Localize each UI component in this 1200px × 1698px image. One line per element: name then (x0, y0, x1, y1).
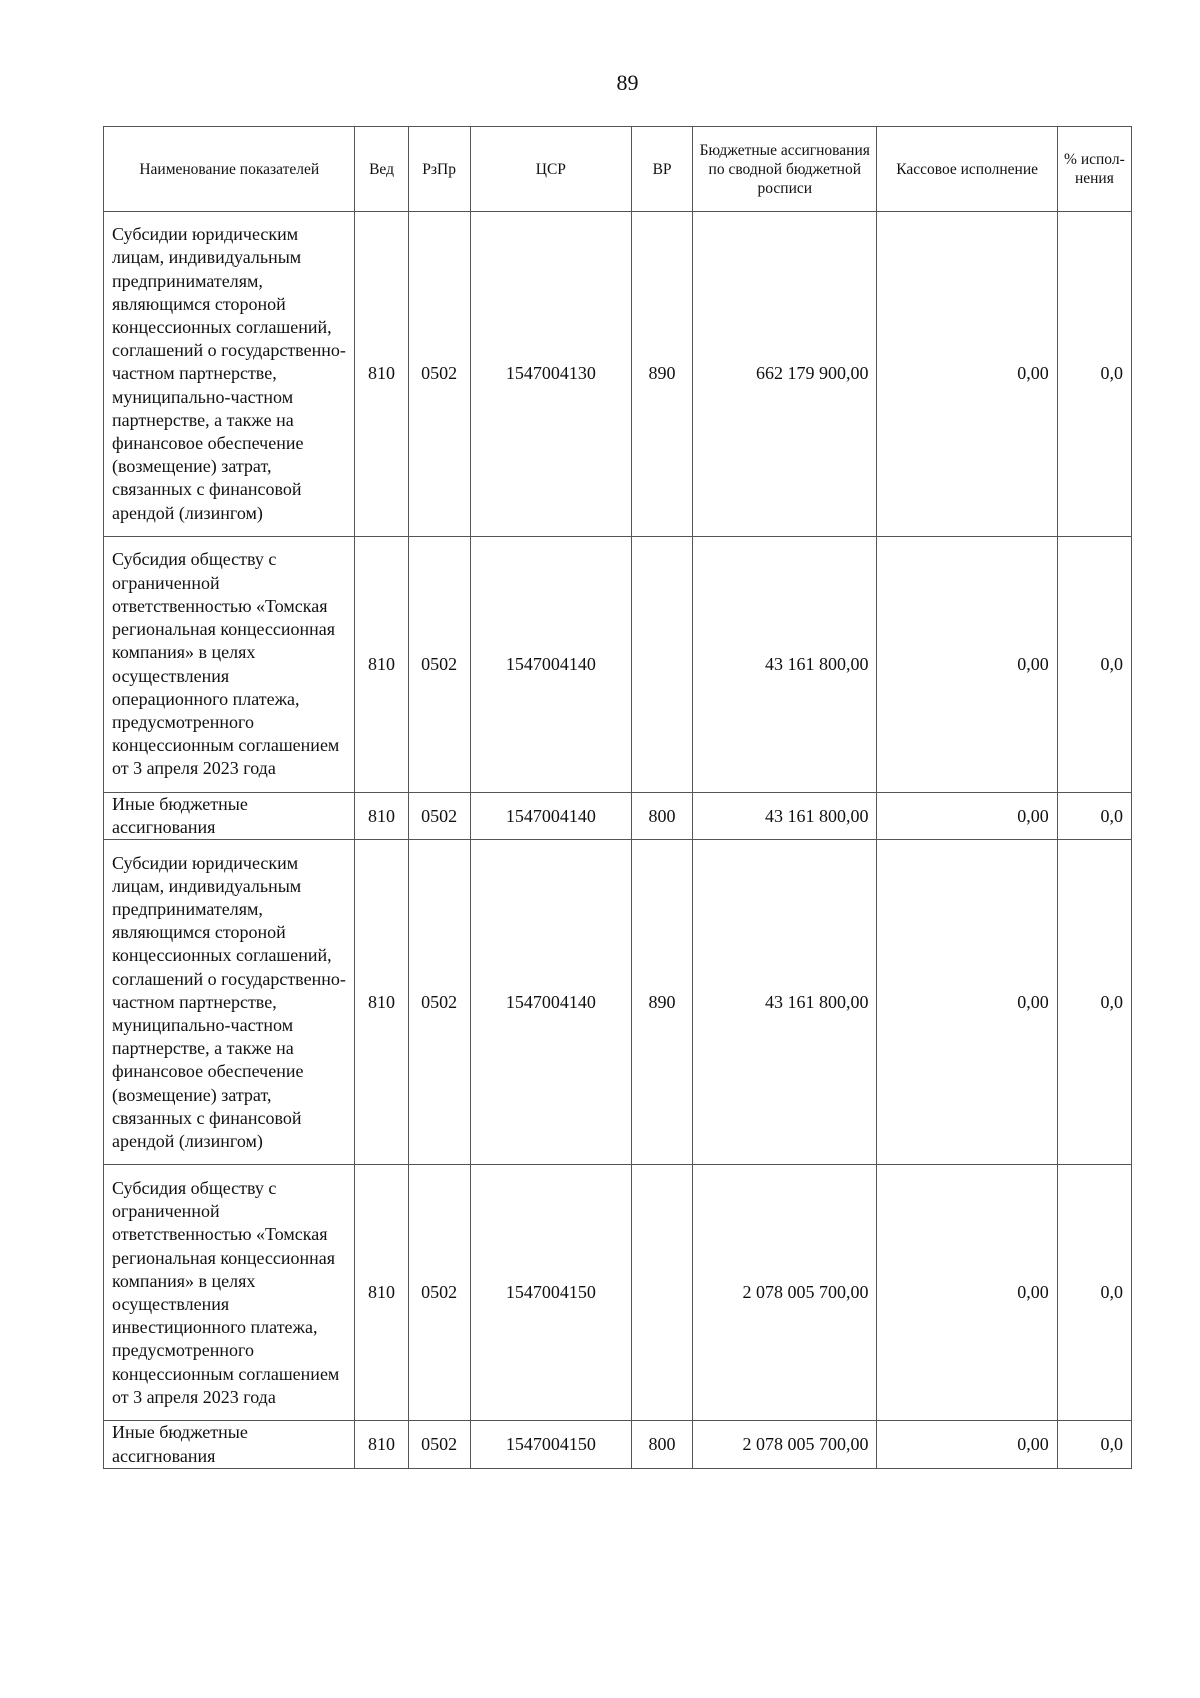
cell-cash: 0,00 (877, 793, 1057, 840)
cell-rzpr: 0502 (408, 840, 470, 1165)
cell-csr: 1547004150 (470, 1421, 631, 1468)
budget-table (103, 126, 1132, 1469)
cell-ved: 810 (355, 793, 408, 840)
cell-rzpr: 0502 (408, 537, 470, 793)
cell-name: Субсидии юридическим лицам, индивидуальным предпринимателям, являющимся стороной концессионных соглашений, соглашений о государственно-частном партнерстве, муниципально-частном партнерстве, а также на финансовое обеспечение (возмещение) затрат, связанных с финансовой арендой (лизингом) (104, 840, 355, 1165)
cell-percent: 0,0 (1057, 793, 1131, 840)
cell-vr: 890 (632, 840, 693, 1165)
cell-allocations: 662 179 900,00 (693, 212, 877, 537)
cell-vr: 800 (632, 1421, 693, 1468)
cell-name: Субсидия обществу с ограниченной ответственностью «Томская региональная концессионная компания» в целях осуществления инвестиционного платежа, предусмотренного концессионным соглашением от 3 апреля 2023 года (104, 1165, 355, 1421)
table-row (104, 840, 1132, 1165)
header-allocations: Бюджетные ассигнования по сводной бюджетной росписи (693, 127, 877, 212)
table-row (104, 1421, 1132, 1468)
cell-ved: 810 (355, 537, 408, 793)
cell-cash: 0,00 (877, 1421, 1057, 1468)
header-ved: Вед (355, 127, 408, 212)
cell-name: Иные бюджетные ассигнования (104, 793, 355, 840)
cell-allocations: 43 161 800,00 (693, 793, 877, 840)
cell-allocations: 43 161 800,00 (693, 840, 877, 1165)
cell-rzpr: 0502 (408, 1421, 470, 1468)
cell-csr: 1547004130 (470, 212, 631, 537)
cell-csr: 1547004140 (470, 537, 631, 793)
cell-percent: 0,0 (1057, 212, 1131, 537)
cell-csr: 1547004140 (470, 840, 631, 1165)
table-row (104, 793, 1132, 840)
header-csr: ЦСР (470, 127, 631, 212)
header-cash: Кассовое исполнение (877, 127, 1057, 212)
cell-vr (632, 537, 693, 793)
cell-allocations: 2 078 005 700,00 (693, 1421, 877, 1468)
cell-ved: 810 (355, 212, 408, 537)
cell-percent: 0,0 (1057, 840, 1131, 1165)
cell-name: Субсидия обществу с ограниченной ответственностью «Томская региональная концессионная компания» в целях осуществления операционного платежа, предусмотренного концессионным соглашением от 3 апреля 2023 года (104, 537, 355, 793)
cell-name: Иные бюджетные ассигнования (104, 1421, 355, 1468)
cell-vr: 890 (632, 212, 693, 537)
header-name: Наименование показателей (104, 127, 355, 212)
cell-allocations: 43 161 800,00 (693, 537, 877, 793)
table-row (104, 1165, 1132, 1421)
header-percent: % испол- нения (1057, 127, 1131, 212)
table-row (104, 212, 1132, 537)
page-number: 89 (616, 70, 639, 95)
cell-percent: 0,0 (1057, 1165, 1131, 1421)
cell-name: Субсидии юридическим лицам, индивидуальным предпринимателям, являющимся стороной концессионных соглашений, соглашений о государственно-частном партнерстве, муниципально-частном партнерстве, а также на финансовое обеспечение (возмещение) затрат, связанных с финансовой арендой (лизингом) (104, 212, 355, 537)
cell-cash: 0,00 (877, 1165, 1057, 1421)
cell-cash: 0,00 (877, 840, 1057, 1165)
cell-ved: 810 (355, 1165, 408, 1421)
header-row (104, 127, 1132, 212)
table-row (104, 537, 1132, 793)
cell-rzpr: 0502 (408, 1165, 470, 1421)
header-rzpr: РзПр (408, 127, 470, 212)
cell-ved: 810 (355, 1421, 408, 1468)
cell-csr: 1547004150 (470, 1165, 631, 1421)
cell-percent: 0,0 (1057, 537, 1131, 793)
cell-csr: 1547004140 (470, 793, 631, 840)
cell-ved: 810 (355, 840, 408, 1165)
header-vr: ВР (632, 127, 693, 212)
cell-cash: 0,00 (877, 537, 1057, 793)
cell-percent: 0,0 (1057, 1421, 1131, 1468)
cell-rzpr: 0502 (408, 793, 470, 840)
cell-rzpr: 0502 (408, 212, 470, 537)
cell-vr: 800 (632, 793, 693, 840)
cell-allocations: 2 078 005 700,00 (693, 1165, 877, 1421)
cell-cash: 0,00 (877, 212, 1057, 537)
cell-vr (632, 1165, 693, 1421)
